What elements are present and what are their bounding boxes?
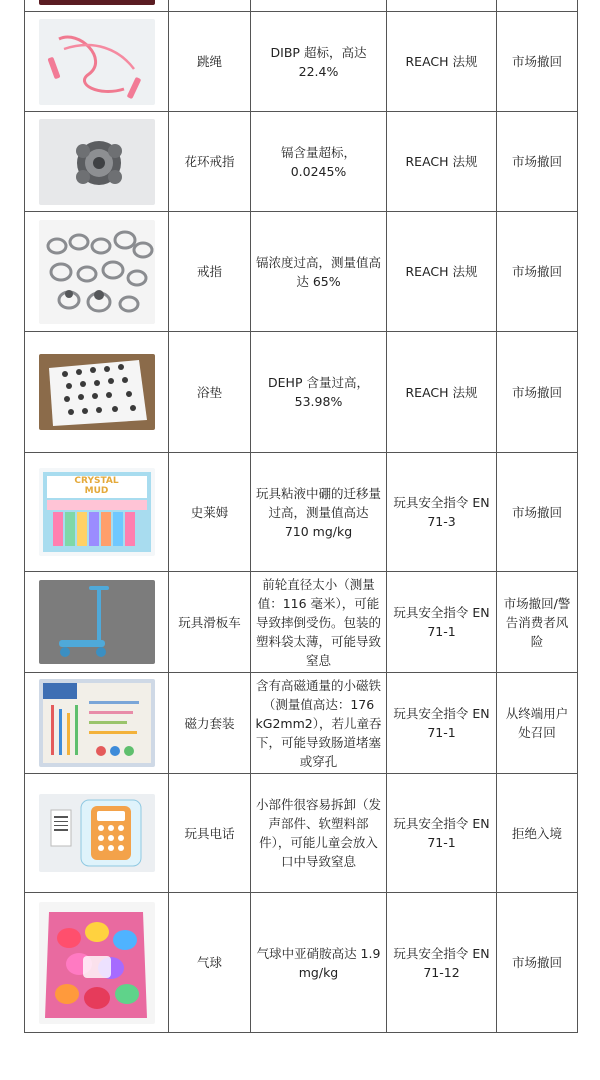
- regulation: REACH 法规: [387, 212, 497, 332]
- product-name: 气球: [169, 893, 251, 1033]
- regulation: REACH 法规: [387, 12, 497, 112]
- flower-ring-photo: [39, 119, 155, 205]
- product-name: 浴垫: [169, 332, 251, 453]
- product-image-cell: [25, 12, 169, 112]
- product-image-cell: [25, 774, 169, 893]
- regulation: 玩具安全指令 EN 71-1: [387, 774, 497, 893]
- regulation: 玩具安全指令 EN 71-1: [387, 673, 497, 774]
- product-name: 跳绳: [169, 12, 251, 112]
- hazard-reason: 小部件很容易拆卸（发声部件、软塑料部件），可能儿童会放入口中导致窒息: [251, 774, 387, 893]
- table-row: [25, 774, 578, 893]
- measure-taken: 拒绝入境: [497, 774, 578, 893]
- measure-taken: 市场撤回: [497, 112, 578, 212]
- hazard-reason: 镉含量超标，0.0245%: [251, 112, 387, 212]
- product-image-cell: [25, 212, 169, 332]
- product-image-cell: [25, 572, 169, 673]
- product-image-cell: [25, 893, 169, 1033]
- table-row: [25, 212, 578, 332]
- table-row: [25, 572, 578, 673]
- hazard-reason: DEHP 含量过高，53.98%: [251, 332, 387, 453]
- table-row: [25, 112, 578, 212]
- regulation: 玩具安全指令 EN 71-1: [387, 572, 497, 673]
- recall-table: [24, 0, 578, 1033]
- hazard-reason: 镉浓度过高，测量值高达 65%: [251, 212, 387, 332]
- pink-jump-rope-photo: [39, 19, 155, 105]
- regulation: 玩具安全指令 EN 71-3: [387, 453, 497, 572]
- table-row: [25, 332, 578, 453]
- product-name: 戒指: [169, 212, 251, 332]
- product-image-cell: [25, 673, 169, 774]
- measure-taken: 市场撤回: [497, 453, 578, 572]
- hazard-reason: 气球中亚硝胺高达 1.9 mg/kg: [251, 893, 387, 1033]
- measure-taken: 市场撤回: [497, 893, 578, 1033]
- hazard-reason: DIBP 超标，高达 22.4%: [251, 12, 387, 112]
- measure-taken: 市场撤回: [497, 212, 578, 332]
- toy-phone-photo: [39, 794, 155, 872]
- product-name: 玩具电话: [169, 774, 251, 893]
- table-row: [25, 453, 578, 572]
- hazard-reason: [251, 0, 387, 12]
- product-image-cell: [25, 112, 169, 212]
- product-image-cell: [25, 0, 169, 12]
- hazard-reason: 前轮直径太小（测量值：116 毫米），可能导致摔倒受伤。包装的塑料袋太薄，可能导致窒息: [251, 572, 387, 673]
- kick-scooter-photo: [39, 580, 155, 664]
- measure-taken: [497, 0, 578, 12]
- product-name: 花环戒指: [169, 112, 251, 212]
- product-name: 史莱姆: [169, 453, 251, 572]
- measure-taken: 从终端用户处召回: [497, 673, 578, 774]
- measure-taken: 市场撤回: [497, 12, 578, 112]
- hazard-reason: 含有高磁通量的小磁铁（测量值高达：176 kG2mm2），若儿童吞下，可能导致肠道堵塞或穿孔: [251, 673, 387, 774]
- brand-logo: CRYSTAL MUD: [74, 476, 119, 496]
- magnetic-sticks-photo: [39, 679, 155, 767]
- regulation: 玩具安全指令 EN 71-12: [387, 893, 497, 1033]
- product-image-cell: [25, 453, 169, 572]
- regulation: REACH 法规: [387, 332, 497, 453]
- measure-taken: 市场撤回: [497, 332, 578, 453]
- table-row: [25, 0, 578, 12]
- product-name: 磁力套装: [169, 673, 251, 774]
- measure-taken: 市场撤回/警告消费者风险: [497, 572, 578, 673]
- product-name: 玩具滑板车: [169, 572, 251, 673]
- crystal-mud-slime-photo: [39, 468, 155, 556]
- balloons-photo: [39, 902, 155, 1024]
- product-photo-partial: [39, 0, 155, 5]
- table-row: [25, 673, 578, 774]
- hazard-reason: 玩具粘液中硼的迁移量过高，测量值高达 710 mg/kg: [251, 453, 387, 572]
- table-row: [25, 893, 578, 1033]
- table-row: [25, 12, 578, 112]
- bath-mat-photo: [39, 354, 155, 430]
- product-image-cell: [25, 332, 169, 453]
- regulation: REACH 法规: [387, 112, 497, 212]
- product-name: [169, 0, 251, 12]
- regulation: [387, 0, 497, 12]
- rings-set-photo: [39, 220, 155, 324]
